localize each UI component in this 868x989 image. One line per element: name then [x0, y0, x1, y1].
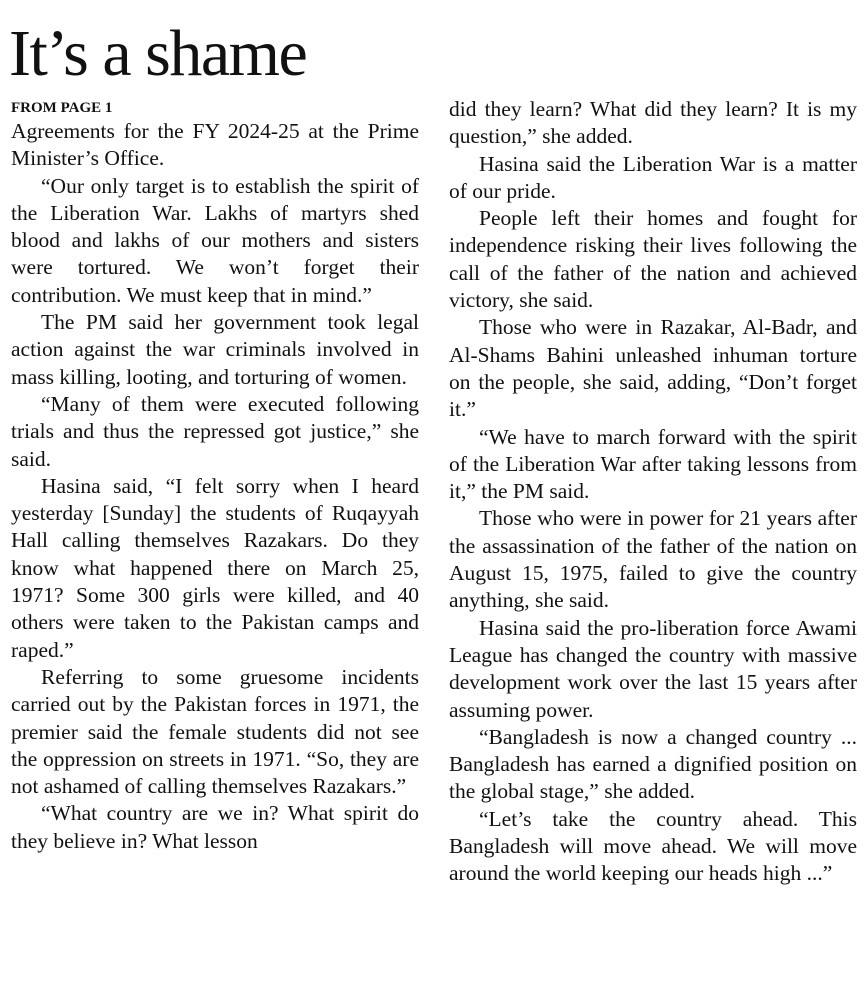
paragraph: People left their homes and fought for independence risking their lives following the call of the father of the nation and achieved victory, she said. [449, 206, 857, 313]
article-column-left [11, 118, 419, 855]
paragraph: Agreements for the FY 2024-25 at the Prime Minister’s Office. [11, 119, 419, 171]
paragraph: “Our only target is to establish the spirit of the Liberation War. Lakhs of martyrs shed blood and lakhs of our mothers and sisters were tortured. We won’t forget their contribution. We must keep that in mind.” [11, 173, 419, 307]
paragraph: “Many of them were executed following trials and thus the repressed got justice,” she said. [11, 391, 419, 471]
paragraph: Those who were in Razakar, Al-Badr, and Al-Shams Bahini unleashed inhuman torture on the people, she said, adding, “Don’t forget it.” [449, 315, 857, 422]
paragraph: Hasina said the pro-liberation force Awami League has changed the country with massive development work over the last 15 years after assuming power. [449, 615, 857, 722]
paragraph: “Let’s take the country ahead. This Bangladesh will move ahead. We will move around the world keeping our heads high ...” [449, 806, 857, 886]
paragraph: Referring to some gruesome incidents carried out by the Pakistan forces in 1971, the premier said the female students did not see the oppression on streets in 1971. “So, they are not ashamed of calling themselves Razakars.” [11, 664, 419, 799]
paragraph: “We have to march forward with the spirit of the Liberation War after taking lessons from it,” the PM said. [449, 424, 857, 504]
paragraph: “What country are we in? What spirit do they believe in? What lesson [11, 801, 419, 853]
article-column-right [449, 96, 857, 888]
continuation-label: FROM PAGE 1 [11, 100, 113, 116]
article-headline: It’s a shame [9, 17, 307, 90]
paragraph: Hasina said, “I felt sorry when I heard yesterday [Sunday] the students of Ruqayyah Hall calling themselves Razakars. Do they know what happened there on March 25, 1971? Some 300 girls were killed, and 40 others were taken to the Pakistan camps and raped.” [11, 473, 419, 662]
paragraph: Those who were in power for 21 years after the assassination of the father of the nation on August 15, 1975, failed to give the country anything, she said. [449, 506, 857, 613]
paragraph: Hasina said the Liberation War is a matter of our pride. [449, 151, 857, 203]
paragraph: The PM said her government took legal action against the war criminals involved in mass killing, looting, and torturing of women. [11, 310, 419, 389]
paragraph: did they learn? What did they learn? It is my question,” she added. [449, 97, 857, 149]
paragraph: “Bangladesh is now a changed country ... Bangladesh has earned a dignified position on the global stage,” she added. [449, 724, 857, 804]
